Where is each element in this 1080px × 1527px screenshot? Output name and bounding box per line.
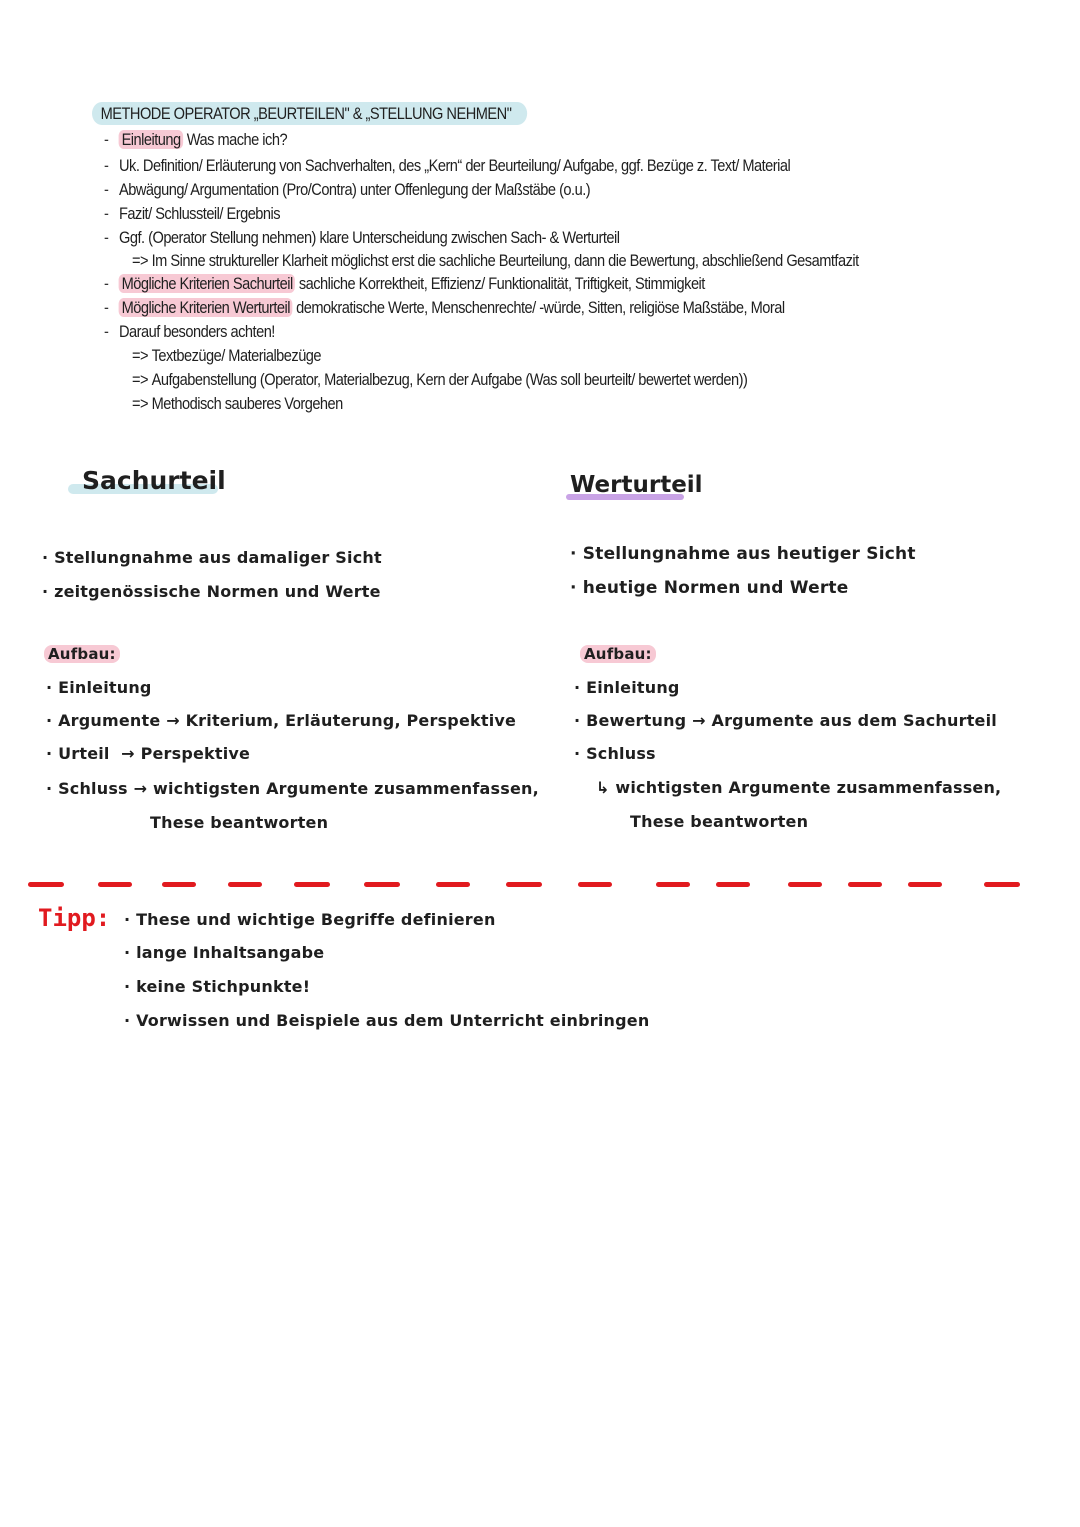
divider-dash [788, 882, 822, 887]
divider-dash [162, 882, 196, 887]
divider-dash [364, 882, 400, 887]
method-subitem: => Im Sinne struktureller Klarheit möglichst erst die sachliche Beurteilung, dann die Bewertung, abschließend Gesamtfazit [132, 251, 859, 270]
sachurteil-heading: Sachurteil [82, 466, 226, 495]
method-item: - Mögliche Kriterien Sachurteil sachliche Korrektheit, Effizienz/ Funktionalität, Triftigkeit, Stimmigkeit [104, 274, 705, 293]
werturteil-aufbau-item: · Einleitung [574, 678, 680, 697]
method-item: - Fazit/ Schlussteil/ Ergebnis [104, 204, 281, 223]
arrow-right-icon: → [692, 711, 706, 730]
sachurteil-bullet: · Stellungnahme aus damaliger Sicht [42, 548, 382, 567]
werturteil-heading: Werturteil [570, 472, 703, 498]
method-subitem: => Aufgabenstellung (Operator, Materialbezug, Kern der Aufgabe (Was soll beurteilt/ bewertet werden)) [132, 370, 748, 389]
sachurteil-aufbau-item: · Argumente → Kriterium, Erläuterung, Perspektive [46, 711, 517, 730]
werturteil-aufbau-item: · Bewertung → Argumente aus dem Sachurteil [574, 711, 997, 730]
divider-dash [436, 882, 470, 887]
tipp-item: · lange Inhaltsangabe [124, 943, 325, 962]
werturteil-bullet: · Stellungnahme aus heutiger Sicht [570, 544, 916, 564]
werturteil-schluss-cont: These beantworten [630, 812, 809, 831]
divider-dash [506, 882, 542, 887]
arrow-right-icon: → [121, 744, 135, 763]
method-item: - Einleitung Was mache ich? [104, 130, 288, 149]
arrow-return-icon: ↳ [596, 778, 610, 797]
sachurteil-bullet: · zeitgenössische Normen und Werte [42, 582, 381, 601]
divider-dash [578, 882, 612, 887]
divider-dash [908, 882, 942, 887]
arrow-right-icon: → [133, 779, 148, 798]
werturteil-aufbau-label: Aufbau: [580, 645, 656, 663]
sachurteil-aufbau-item: · Urteil → Perspektive [46, 744, 251, 763]
method-subitem: => Textbezüge/ Materialbezüge [132, 346, 322, 365]
method-item: - Mögliche Kriterien Werturteil demokratische Werte, Menschenrechte/ -würde, Sitten, religiöse Maßstäbe, Moral [104, 298, 785, 317]
divider-dash [294, 882, 330, 887]
method-title: METHODE OPERATOR „BEURTEILEN" & „STELLUNG NEHMEN" [92, 104, 527, 124]
tipp-item: · keine Stichpunkte! [124, 977, 311, 996]
arrow-right-icon: → [166, 711, 180, 730]
werturteil-schluss-detail: ↳ wichtigsten Argumente zusammenfassen, [596, 778, 1002, 797]
sachurteil-aufbau-item: · Schluss → wichtigsten Argumente zusammenfassen, [46, 779, 539, 798]
divider-dash [848, 882, 882, 887]
divider-dash [656, 882, 690, 887]
sachurteil-aufbau-item: · Einleitung [46, 678, 152, 697]
method-subitem: => Methodisch sauberes Vorgehen [132, 394, 343, 413]
divider-dash [716, 882, 750, 887]
werturteil-bullet: · heutige Normen und Werte [570, 578, 849, 598]
divider-dash [98, 882, 132, 887]
werturteil-aufbau-item: · Schluss [574, 744, 656, 763]
method-item: - Uk. Definition/ Erläuterung von Sachverhalten, des „Kern“ der Beurteilung/ Aufgabe, ggf. Bezüge z. Text/ Material [104, 156, 791, 175]
method-item: - Ggf. (Operator Stellung nehmen) klare Unterscheidung zwischen Sach- & Werturteil [104, 228, 620, 247]
tipp-item: · Vorwissen und Beispiele aus dem Unterricht einbringen [124, 1011, 650, 1030]
sachurteil-aufbau-label: Aufbau: [44, 645, 120, 663]
sachurteil-schluss-cont: These beantworten [150, 813, 329, 832]
divider-dash [984, 882, 1020, 887]
tipp-label: Tipp: [38, 904, 111, 932]
divider-dash [228, 882, 262, 887]
tipp-item: · These und wichtige Begriffe definieren [124, 910, 496, 929]
method-item: - Darauf besonders achten! [104, 322, 275, 341]
method-item: - Abwägung/ Argumentation (Pro/Contra) unter Offenlegung der Maßstäbe (o.u.) [104, 180, 591, 199]
divider-dash [28, 882, 64, 887]
